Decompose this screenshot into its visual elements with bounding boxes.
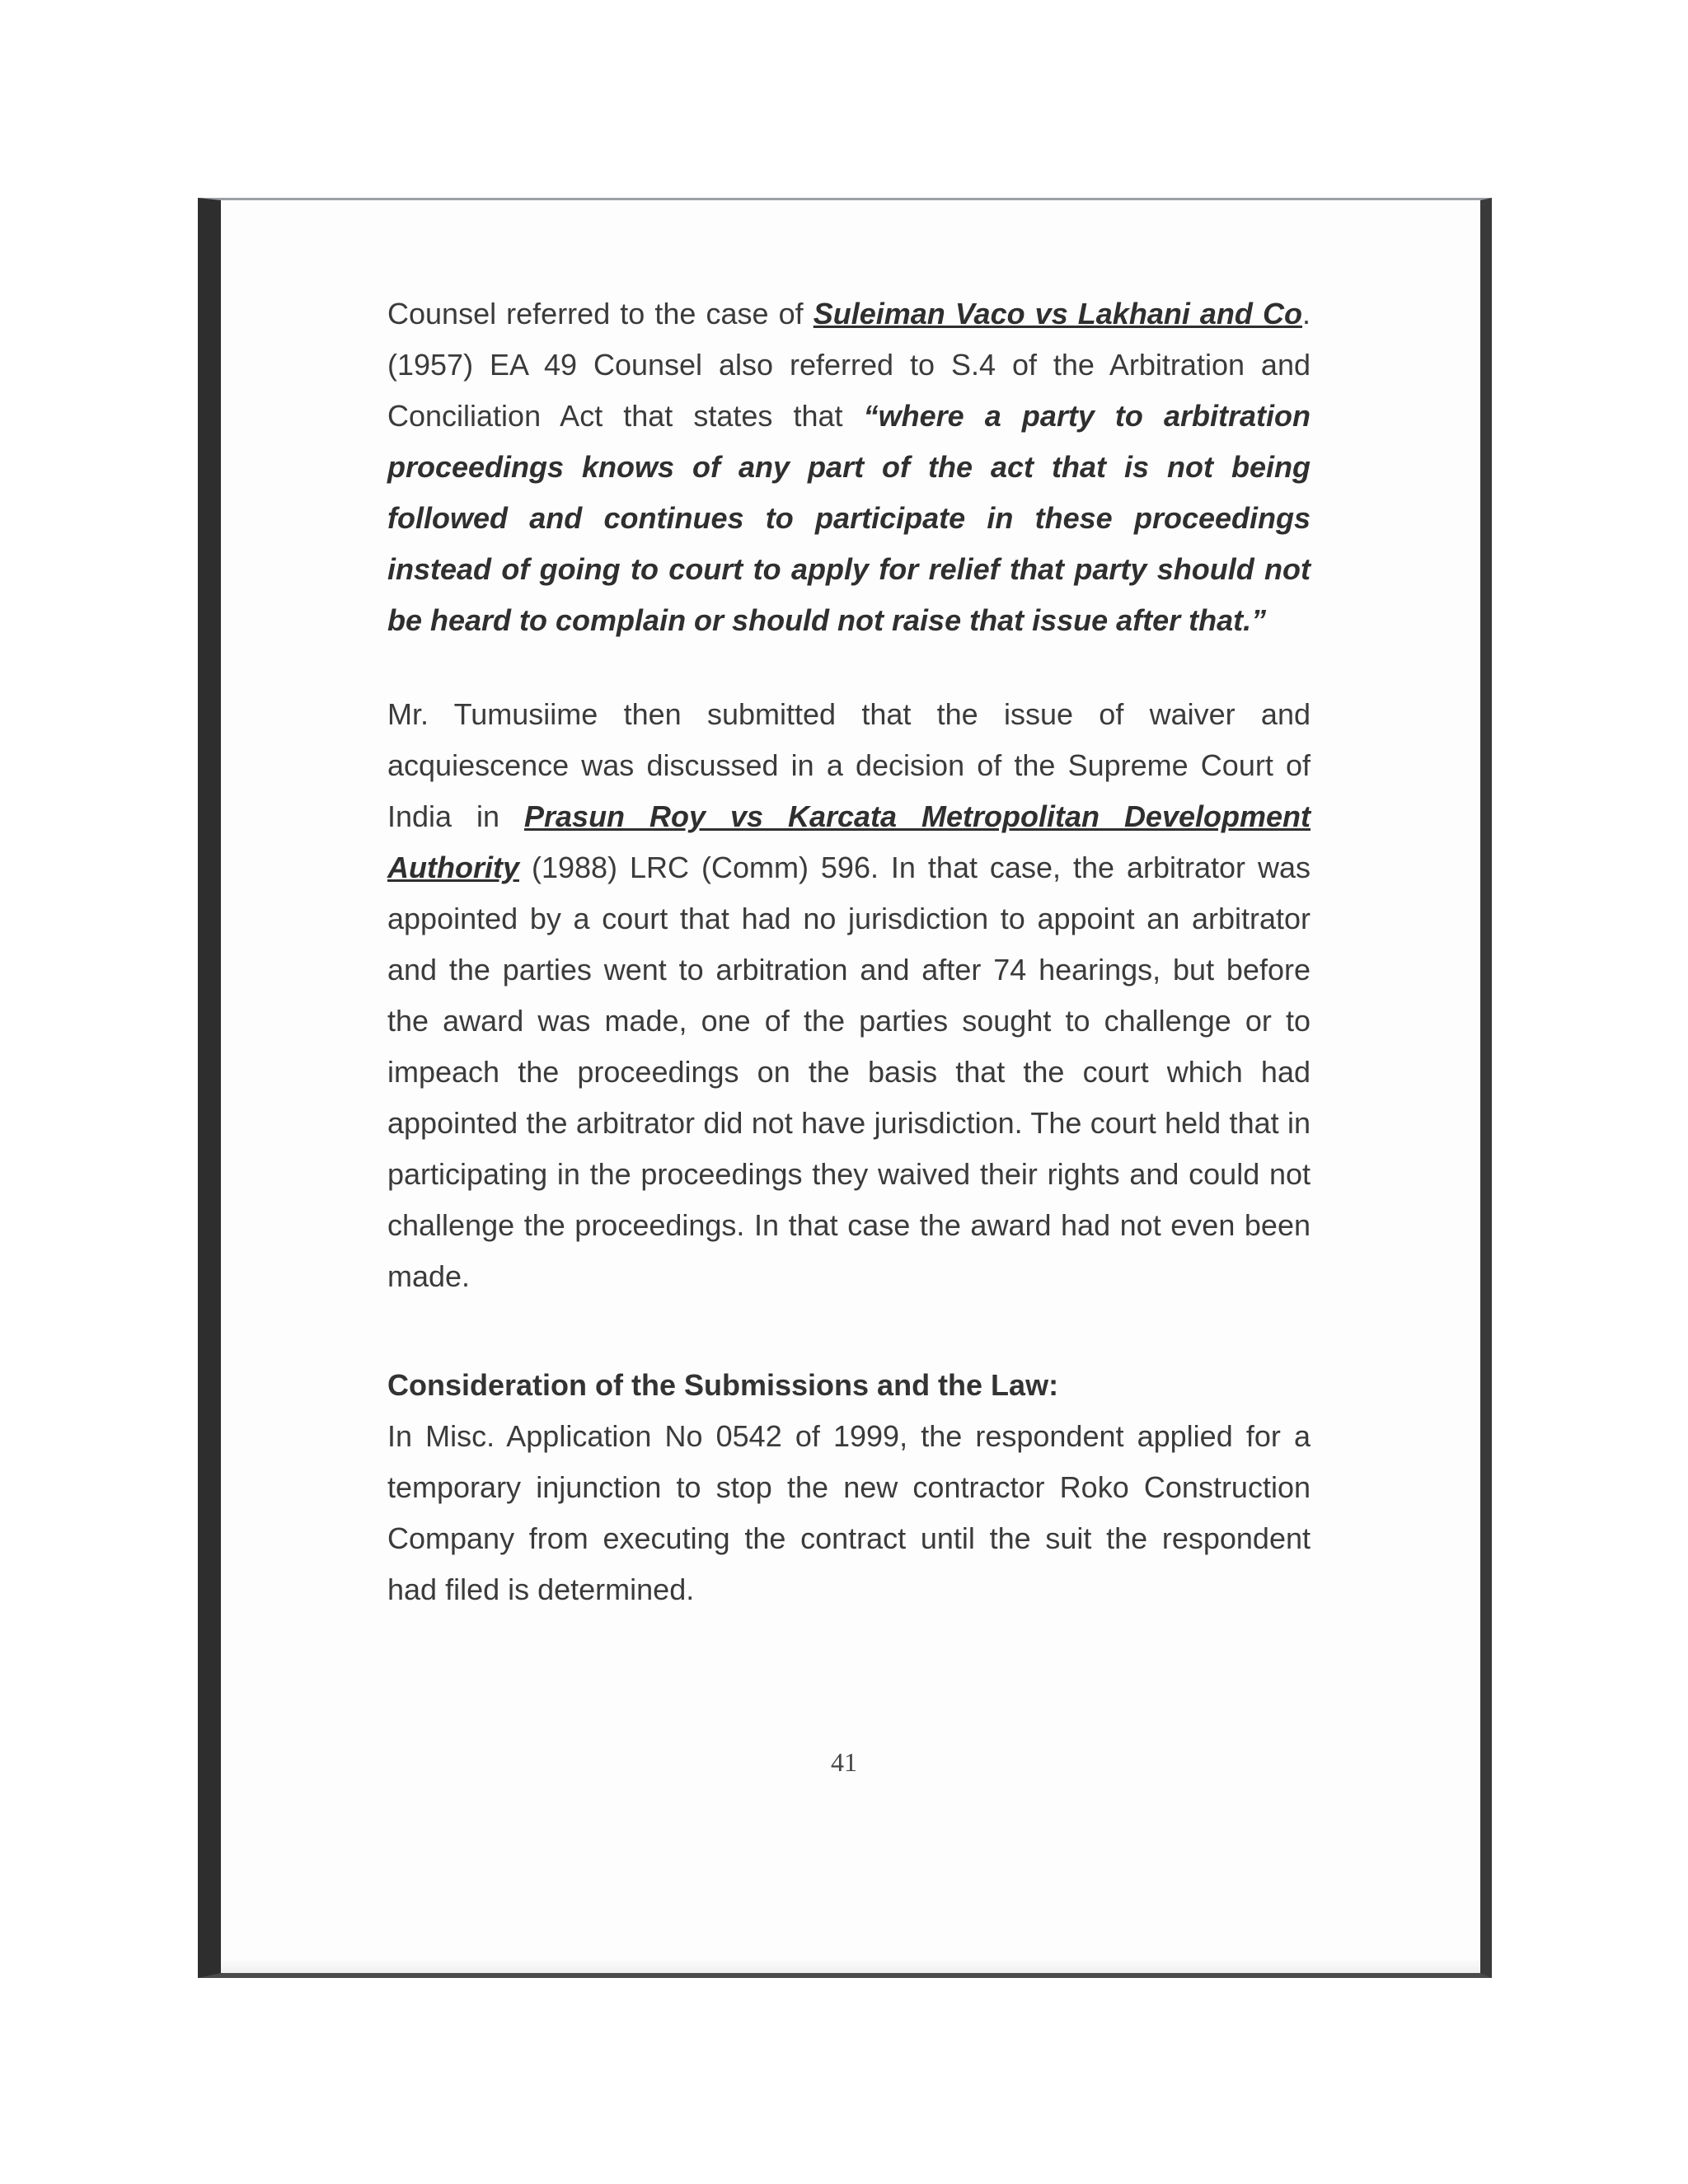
document-body [387, 288, 1311, 1615]
paragraph-text: .(1957) EA 49 Counsel also referred to S.4 of the Arbitration and Conciliation Act that states that [387, 297, 1311, 433]
page-number: 41 [831, 1747, 857, 1777]
paragraph-misc-application: In Misc. Application No 0542 of 1999, the respondent applied for a temporary injunction to stop the new contractor Roko Construction Company from executing the contract until the suit the respondent had filed is determined. [387, 1419, 1311, 1606]
paragraph-tumusiime-submission [387, 689, 1311, 1302]
paragraph-text: Counsel referred to the case of [387, 297, 814, 330]
section-heading: Consideration of the Submissions and the Law: [387, 1368, 1059, 1402]
quoted-statute-text: “where a party to arbitration proceedings knows of any part of the act that is not being followed and continues to participate in these proceedings instead of going to court to apply for relief that party should not be heard to complain or should not raise that issue after that.” [387, 399, 1311, 637]
case-citation-prasun-roy: Prasun Roy vs Karcata Metropolitan Development Authority [387, 799, 1311, 884]
paragraph-text: (1988) LRC (Comm) 596. In that case, the arbitrator was appointed by a court that had no jurisdiction to appoint an arbitrator and the parties went to arbitration and after 74 hearings, but before the award was made, one of the parties sought to challenge or to impeach the proceedings on the basis that the court which had appointed the arbitrator did not have jurisdiction. The court held that in participating in the proceedings they waived their rights and could not challenge the proceedings. In that case the award had not even been made. [387, 851, 1311, 1293]
case-citation-suleiman-vaco: Suleiman Vaco vs Lakhani and Co [813, 297, 1302, 330]
paragraph-counsel-referral [387, 288, 1311, 646]
paragraph-text: Mr. Tumusiime then submitted that the issue of waiver and acquiescence was discussed in a decision of the Supreme Court of India in [387, 697, 1311, 833]
